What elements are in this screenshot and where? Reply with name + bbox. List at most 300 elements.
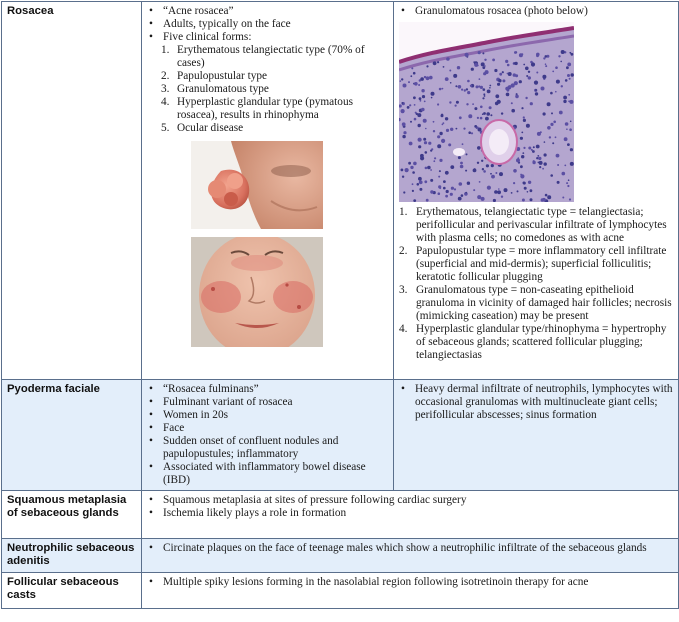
micrograph-nucleus	[552, 142, 554, 144]
micrograph-nucleus	[450, 82, 452, 84]
micrograph-nucleus	[439, 159, 442, 162]
histology-cell	[394, 2, 679, 380]
micrograph-nucleus	[413, 72, 416, 75]
micrograph-nucleus	[476, 85, 479, 88]
micrograph-nucleus	[558, 55, 560, 57]
micrograph-nucleus	[547, 126, 551, 130]
micrograph-nucleus	[501, 112, 503, 114]
micrograph-nucleus	[474, 168, 476, 170]
table-row	[2, 380, 679, 491]
micrograph-nucleus	[453, 74, 457, 78]
micrograph-nucleus	[430, 169, 432, 171]
micrograph-nucleus	[525, 67, 529, 71]
micrograph-nucleus	[538, 157, 541, 160]
micrograph-nucleus	[565, 79, 568, 82]
micrograph-nucleus	[455, 85, 457, 87]
micrograph-nucleus	[473, 189, 475, 191]
micrograph-nucleus	[468, 131, 471, 134]
micrograph-nucleus	[542, 168, 544, 170]
micrograph-nucleus	[472, 103, 474, 105]
micrograph-nucleus	[567, 74, 570, 77]
micrograph-nucleus	[493, 199, 496, 202]
micrograph-nucleus	[451, 187, 454, 190]
micrograph-nucleus	[458, 197, 462, 201]
micrograph-nucleus	[555, 136, 557, 138]
list-item: 2. Papulopustular type	[161, 70, 268, 82]
micrograph-nucleus	[556, 80, 560, 84]
micrograph-nucleus	[481, 197, 485, 201]
micrograph-nucleus	[497, 190, 501, 194]
micrograph-nucleus	[439, 88, 442, 91]
micrograph-nucleus	[522, 152, 524, 154]
micrograph-nucleus	[467, 80, 470, 83]
micrograph-nucleus	[486, 164, 489, 167]
micrograph-nucleus	[466, 103, 468, 105]
micrograph-nucleus	[490, 114, 492, 116]
micrograph-nucleus	[513, 73, 516, 76]
micrograph-nucleus	[489, 87, 491, 89]
micrograph-nucleus	[462, 143, 464, 145]
rhinophyma-photo	[191, 141, 388, 229]
micrograph-nucleus	[523, 119, 526, 122]
micrograph-nucleus	[535, 89, 537, 91]
micrograph-nucleus	[513, 182, 515, 184]
list-item: 3. Granulomatous type	[161, 83, 269, 95]
micrograph-nucleus	[550, 123, 553, 126]
micrograph-nucleus	[437, 144, 441, 148]
micrograph-nucleus	[519, 80, 522, 83]
micrograph-nucleus	[486, 112, 490, 116]
bullet-item: • Five clinical forms:	[147, 31, 388, 44]
micrograph-nucleus	[409, 104, 411, 106]
micrograph-nucleus	[487, 186, 491, 190]
micrograph-nucleus	[487, 90, 491, 94]
micrograph-nucleus	[420, 77, 424, 81]
micrograph-nucleus	[482, 168, 484, 170]
micrograph-nucleus	[524, 187, 527, 190]
micrograph-nucleus	[523, 147, 525, 149]
list-item: 1. Erythematous, telangiectatic type = telangiectasia; perifollicular and perivascular infiltrate of lymphocytes with plasma cells; no comedones as with acne	[399, 206, 667, 244]
histology-micrograph	[399, 22, 673, 202]
bullet-item: • Adults, typically on the face	[147, 18, 388, 31]
micrograph-nucleus	[544, 162, 547, 165]
micrograph-nucleus	[419, 180, 423, 184]
micrograph-nucleus	[450, 165, 454, 169]
micrograph-nucleus	[422, 95, 425, 98]
micrograph-nucleus	[433, 130, 435, 132]
micrograph-nucleus	[480, 117, 483, 120]
micrograph-nucleus	[410, 75, 412, 77]
micrograph-nucleus	[552, 71, 554, 73]
micrograph-nucleus	[412, 190, 414, 192]
micrograph-nucleus	[423, 138, 426, 141]
micrograph-nucleus	[459, 116, 462, 119]
micrograph-nucleus	[417, 113, 421, 117]
micrograph-nucleus	[528, 147, 531, 150]
micrograph-nucleus	[459, 182, 463, 186]
micrograph-nucleus	[412, 183, 414, 185]
micrograph-nucleus	[520, 174, 522, 176]
description-cell	[142, 573, 679, 609]
micrograph-nucleus	[449, 70, 451, 72]
list-item: 1. Erythematous telangiectatic type (70% of cases)	[161, 44, 365, 69]
micrograph-nucleus	[543, 112, 546, 115]
micrograph-nucleus	[437, 135, 440, 138]
micrograph-nucleus	[571, 73, 574, 76]
bullet-list	[399, 383, 673, 422]
micrograph-nucleus	[412, 171, 415, 174]
micrograph-nucleus	[531, 62, 535, 66]
micrograph-nucleus	[414, 118, 417, 121]
bullet-item: • Multiple spiky lesions forming in the nasolabial region following isotretinoin therapy for acne	[147, 576, 673, 589]
micrograph-nucleus	[426, 199, 429, 202]
condition-name: Follicular sebaceous casts	[2, 573, 142, 609]
micrograph-nucleus	[542, 75, 546, 79]
bullet-item: • Fulminant variant of rosacea	[147, 396, 388, 409]
micrograph-nucleus	[431, 148, 433, 150]
micrograph-nucleus	[532, 150, 535, 153]
micrograph-nucleus	[521, 132, 523, 134]
micrograph-nucleus	[433, 61, 437, 65]
micrograph-nucleus	[530, 102, 533, 105]
micrograph-nucleus	[421, 108, 425, 112]
micrograph-nucleus	[557, 181, 560, 184]
description-cell	[142, 491, 679, 539]
list-item: 5. Ocular disease	[161, 122, 244, 134]
micrograph-nucleus	[489, 106, 492, 109]
micrograph-nucleus	[408, 81, 410, 83]
micrograph-nucleus	[439, 170, 441, 172]
micrograph-nucleus	[495, 102, 499, 106]
micrograph-nucleus	[482, 97, 484, 99]
micrograph-nucleus	[438, 176, 440, 178]
micrograph-nucleus	[491, 175, 495, 179]
micrograph-nucleus	[421, 89, 424, 92]
micrograph-nucleus	[476, 126, 478, 128]
micrograph-nucleus	[474, 63, 478, 67]
list-item: 4. Hyperplastic glandular type (pymatous rosacea), results in rhinophyma	[161, 96, 353, 121]
micrograph-nucleus	[433, 160, 435, 162]
micrograph-nucleus	[454, 188, 456, 190]
micrograph-nucleus	[477, 117, 479, 119]
micrograph-nucleus	[523, 116, 525, 118]
micrograph-nucleus	[528, 71, 530, 73]
micrograph-nucleus	[523, 182, 526, 185]
micrograph-nucleus	[474, 107, 477, 110]
micrograph-nucleus	[483, 112, 486, 115]
micrograph-nucleus	[521, 155, 524, 158]
bullet-list	[147, 494, 673, 520]
bullet-item: • Granulomatous rosacea (photo below)	[399, 5, 673, 18]
micrograph-nucleus	[455, 105, 457, 107]
micrograph-nucleus	[445, 195, 448, 198]
micrograph-nucleus	[460, 162, 463, 165]
micrograph-nucleus	[502, 71, 504, 73]
micrograph-nucleus	[568, 100, 570, 102]
micrograph-nucleus	[426, 76, 430, 80]
micrograph-nucleus	[547, 102, 551, 106]
micrograph-nucleus	[502, 79, 505, 82]
micrograph-nucleus	[427, 166, 431, 170]
micrograph-nucleus	[401, 102, 403, 104]
micrograph-nucleus	[541, 198, 545, 202]
micrograph-nucleus	[536, 53, 540, 57]
micrograph-nucleus	[536, 145, 540, 149]
micrograph-nucleus	[429, 76, 433, 80]
table-row	[2, 2, 679, 380]
micrograph-nucleus	[563, 100, 566, 103]
micrograph-nucleus	[550, 174, 553, 177]
micrograph-nucleus	[545, 63, 547, 65]
micrograph-nucleus	[560, 61, 562, 63]
micrograph-nucleus	[565, 122, 569, 126]
micrograph-nucleus	[508, 72, 512, 76]
micrograph-nucleus	[403, 84, 407, 88]
micrograph-nucleus	[536, 72, 538, 74]
micrograph-nucleus	[442, 124, 444, 126]
micrograph-nucleus	[535, 92, 538, 95]
micrograph-nucleus	[495, 172, 497, 174]
micrograph-nucleus	[413, 199, 416, 202]
micrograph-nucleus	[534, 81, 538, 85]
micrograph-nucleus	[539, 166, 541, 168]
micrograph-nucleus	[562, 197, 564, 199]
micrograph-nucleus	[477, 146, 481, 150]
micrograph-nucleus	[538, 162, 540, 164]
micrograph-nucleus	[511, 109, 515, 113]
micrograph-nucleus	[530, 189, 533, 192]
micrograph-nucleus	[567, 185, 569, 187]
micrograph-nucleus	[498, 188, 500, 190]
micrograph-nucleus	[423, 119, 427, 123]
micrograph-nucleus	[501, 196, 503, 198]
micrograph-nucleus	[450, 128, 453, 131]
micrograph-nucleus	[471, 132, 473, 134]
micrograph-nucleus	[402, 135, 405, 138]
micrograph-nucleus	[513, 169, 517, 173]
micrograph-nucleus	[568, 179, 570, 181]
micrograph-nucleus	[465, 53, 469, 57]
micrograph-nucleus	[401, 169, 404, 172]
bullet-item: • Sudden onset of confluent nodules and papulopustules; inflammatory	[147, 435, 388, 461]
histology-cell	[394, 380, 679, 491]
micrograph-nucleus	[410, 121, 412, 123]
micrograph-nucleus	[477, 162, 479, 164]
clinical-cell	[142, 2, 394, 380]
micrograph-nucleus	[561, 50, 565, 54]
micrograph-nucleus	[519, 53, 523, 57]
micrograph-nucleus	[430, 179, 433, 182]
micrograph-nucleus	[449, 101, 451, 103]
micrograph-nucleus	[482, 66, 485, 69]
micrograph-nucleus	[567, 143, 570, 146]
micrograph-nucleus	[467, 91, 470, 94]
micrograph-nucleus	[551, 112, 553, 114]
bullet-list	[147, 542, 673, 555]
micrograph-nucleus	[418, 138, 422, 142]
micrograph-nucleus	[419, 97, 422, 100]
micrograph-nucleus	[497, 83, 500, 86]
micrograph-nucleus	[516, 158, 520, 162]
micrograph-nucleus	[461, 194, 464, 197]
micrograph-nucleus	[562, 172, 566, 176]
clinical-forms-list	[147, 44, 388, 135]
micrograph-nucleus	[549, 136, 551, 138]
bullet-item: • Women in 20s	[147, 409, 388, 422]
micrograph-nucleus	[403, 131, 406, 134]
micrograph-nucleus	[477, 195, 481, 199]
micrograph-nucleus	[550, 92, 553, 95]
micrograph-nucleus	[410, 166, 413, 169]
bullet-item: • Heavy dermal infiltrate of neutrophils, lymphocytes with occasional granulomas with multinucleate giant cells; perifollicular abscesses; sinus formation	[399, 383, 673, 422]
micrograph-nucleus	[553, 121, 556, 124]
micrograph-nucleus	[425, 128, 427, 130]
micrograph-nucleus	[515, 95, 519, 99]
micrograph-nucleus	[431, 92, 435, 96]
micrograph-nucleus	[495, 94, 499, 98]
micrograph-nucleus	[507, 73, 509, 75]
micrograph-nucleus	[492, 59, 495, 62]
micrograph-nucleus	[569, 128, 572, 131]
micrograph-nucleus	[443, 187, 446, 190]
list-item: 3. Granulomatous type = non-caseating epithelioid granuloma in vicinity of damaged hair follicles; necrosis (mimicking caseation) may be present	[399, 284, 672, 322]
micrograph-nucleus	[544, 153, 547, 156]
list-item: 4. Hyperplastic glandular type/rhinophyma = hypertrophy of sebaceous glands; scattered follicular plugging; telangiectasias	[399, 323, 667, 361]
micrograph-nucleus	[437, 103, 439, 105]
micrograph-nucleus	[401, 109, 405, 113]
micrograph-nucleus	[425, 151, 428, 154]
micrograph-nucleus	[471, 68, 474, 71]
micrograph-nucleus	[566, 66, 569, 69]
bullet-item: • “Acne rosacea”	[147, 5, 388, 18]
micrograph-nucleus	[541, 87, 545, 91]
micrograph-nucleus	[450, 193, 453, 196]
bullet-item: • “Rosacea fulminans”	[147, 383, 388, 396]
histology-list	[399, 206, 673, 362]
bullet-list	[147, 5, 388, 44]
bullet-item: • Squamous metaplasia at sites of pressure following cardiac surgery	[147, 494, 673, 507]
micrograph-nucleus	[441, 139, 445, 143]
micrograph-nucleus	[401, 78, 403, 80]
micrograph-nucleus	[494, 190, 498, 194]
micrograph-nucleus	[438, 185, 441, 188]
micrograph-nucleus	[505, 60, 508, 63]
micrograph-nucleus	[405, 168, 409, 172]
micrograph-nucleus	[428, 142, 431, 145]
micrograph-nucleus	[511, 192, 513, 194]
micrograph-nucleus	[418, 177, 422, 181]
micrograph-nucleus	[437, 61, 439, 63]
micrograph-nucleus	[417, 183, 420, 186]
table-row	[2, 539, 679, 573]
micrograph-nucleus	[514, 62, 517, 65]
micrograph-nucleus	[424, 180, 427, 183]
micrograph-nucleus	[458, 85, 462, 89]
micrograph-nucleus	[418, 124, 421, 127]
list-item: 2. Papulopustular type = more inflammatory cell infiltrate (superficial and mid-dermis); superficial folliculitis; keratotic follicular plugging	[399, 245, 667, 283]
micrograph-nucleus	[526, 124, 530, 128]
micrograph-nucleus	[408, 162, 411, 165]
bullet-list	[399, 5, 673, 18]
micrograph-nucleus	[470, 85, 472, 87]
micrograph-nucleus	[411, 67, 413, 69]
micrograph-nucleus	[457, 66, 460, 69]
micrograph-nucleus	[483, 93, 485, 95]
micrograph-nucleus	[483, 88, 486, 91]
micrograph-nucleus	[439, 132, 442, 135]
condition-name: Pyoderma faciale	[2, 380, 142, 491]
micrograph-nucleus	[463, 128, 465, 130]
micrograph-nucleus	[430, 190, 433, 193]
micrograph-nucleus	[479, 78, 481, 80]
micrograph-nucleus	[424, 101, 426, 103]
micrograph-nucleus	[571, 53, 574, 56]
bullet-list	[147, 576, 673, 589]
micrograph-nucleus	[544, 141, 546, 143]
micrograph-nucleus	[445, 117, 448, 120]
micrograph-nucleus	[484, 59, 486, 61]
micrograph-nucleus	[533, 160, 535, 162]
micrograph-nucleus	[434, 157, 436, 159]
micrograph-nucleus	[456, 128, 458, 130]
micrograph-nucleus	[564, 137, 568, 141]
micrograph-nucleus	[521, 107, 523, 109]
micrograph-nucleus	[533, 146, 535, 148]
condition-name: Rosacea	[2, 2, 142, 380]
micrograph-nucleus	[517, 190, 519, 192]
micrograph-nucleus	[489, 85, 491, 87]
micrograph-nucleus	[563, 96, 567, 100]
bullet-item: • Circinate plaques on the face of teenage males which show a neutrophilic infiltrate of the sebaceous glands	[147, 542, 673, 555]
micrograph-nucleus	[473, 61, 475, 63]
micrograph-nucleus	[425, 167, 428, 170]
micrograph-nucleus	[481, 62, 485, 66]
micrograph-nucleus	[570, 148, 573, 151]
micrograph-nucleus	[420, 100, 422, 102]
micrograph-nucleus	[479, 181, 481, 183]
micrograph-nucleus	[506, 93, 510, 97]
micrograph-nucleus	[415, 112, 417, 114]
micrograph-nucleus	[465, 170, 467, 172]
micrograph-nucleus	[557, 164, 559, 166]
bullet-list	[147, 383, 388, 487]
micrograph-nucleus	[537, 155, 539, 157]
micrograph-nucleus	[424, 141, 427, 144]
micrograph-nucleus	[522, 199, 525, 202]
micrograph-nucleus	[514, 51, 517, 54]
micrograph-nucleus	[545, 194, 548, 197]
micrograph-nucleus	[480, 106, 483, 109]
micrograph-nucleus	[448, 143, 451, 146]
micrograph-nucleus	[569, 78, 571, 80]
micrograph-nucleus	[499, 73, 502, 76]
micrograph-nucleus	[414, 104, 416, 106]
micrograph-nucleus	[491, 164, 494, 167]
condition-name: Squamous metaplasia of sebaceous glands	[2, 491, 142, 539]
micrograph-nucleus	[520, 137, 523, 140]
micrograph-nucleus	[442, 88, 444, 90]
micrograph-nucleus	[508, 85, 512, 89]
micrograph-nucleus	[445, 77, 449, 81]
micrograph-nucleus	[507, 64, 510, 67]
micrograph-nucleus	[443, 180, 446, 183]
micrograph-nucleus	[446, 129, 449, 132]
micrograph-nucleus	[413, 96, 416, 99]
micrograph-nucleus	[566, 128, 568, 130]
micrograph-nucleus	[511, 102, 513, 104]
micrograph-nucleus	[528, 76, 531, 79]
micrograph-nucleus	[494, 69, 497, 72]
